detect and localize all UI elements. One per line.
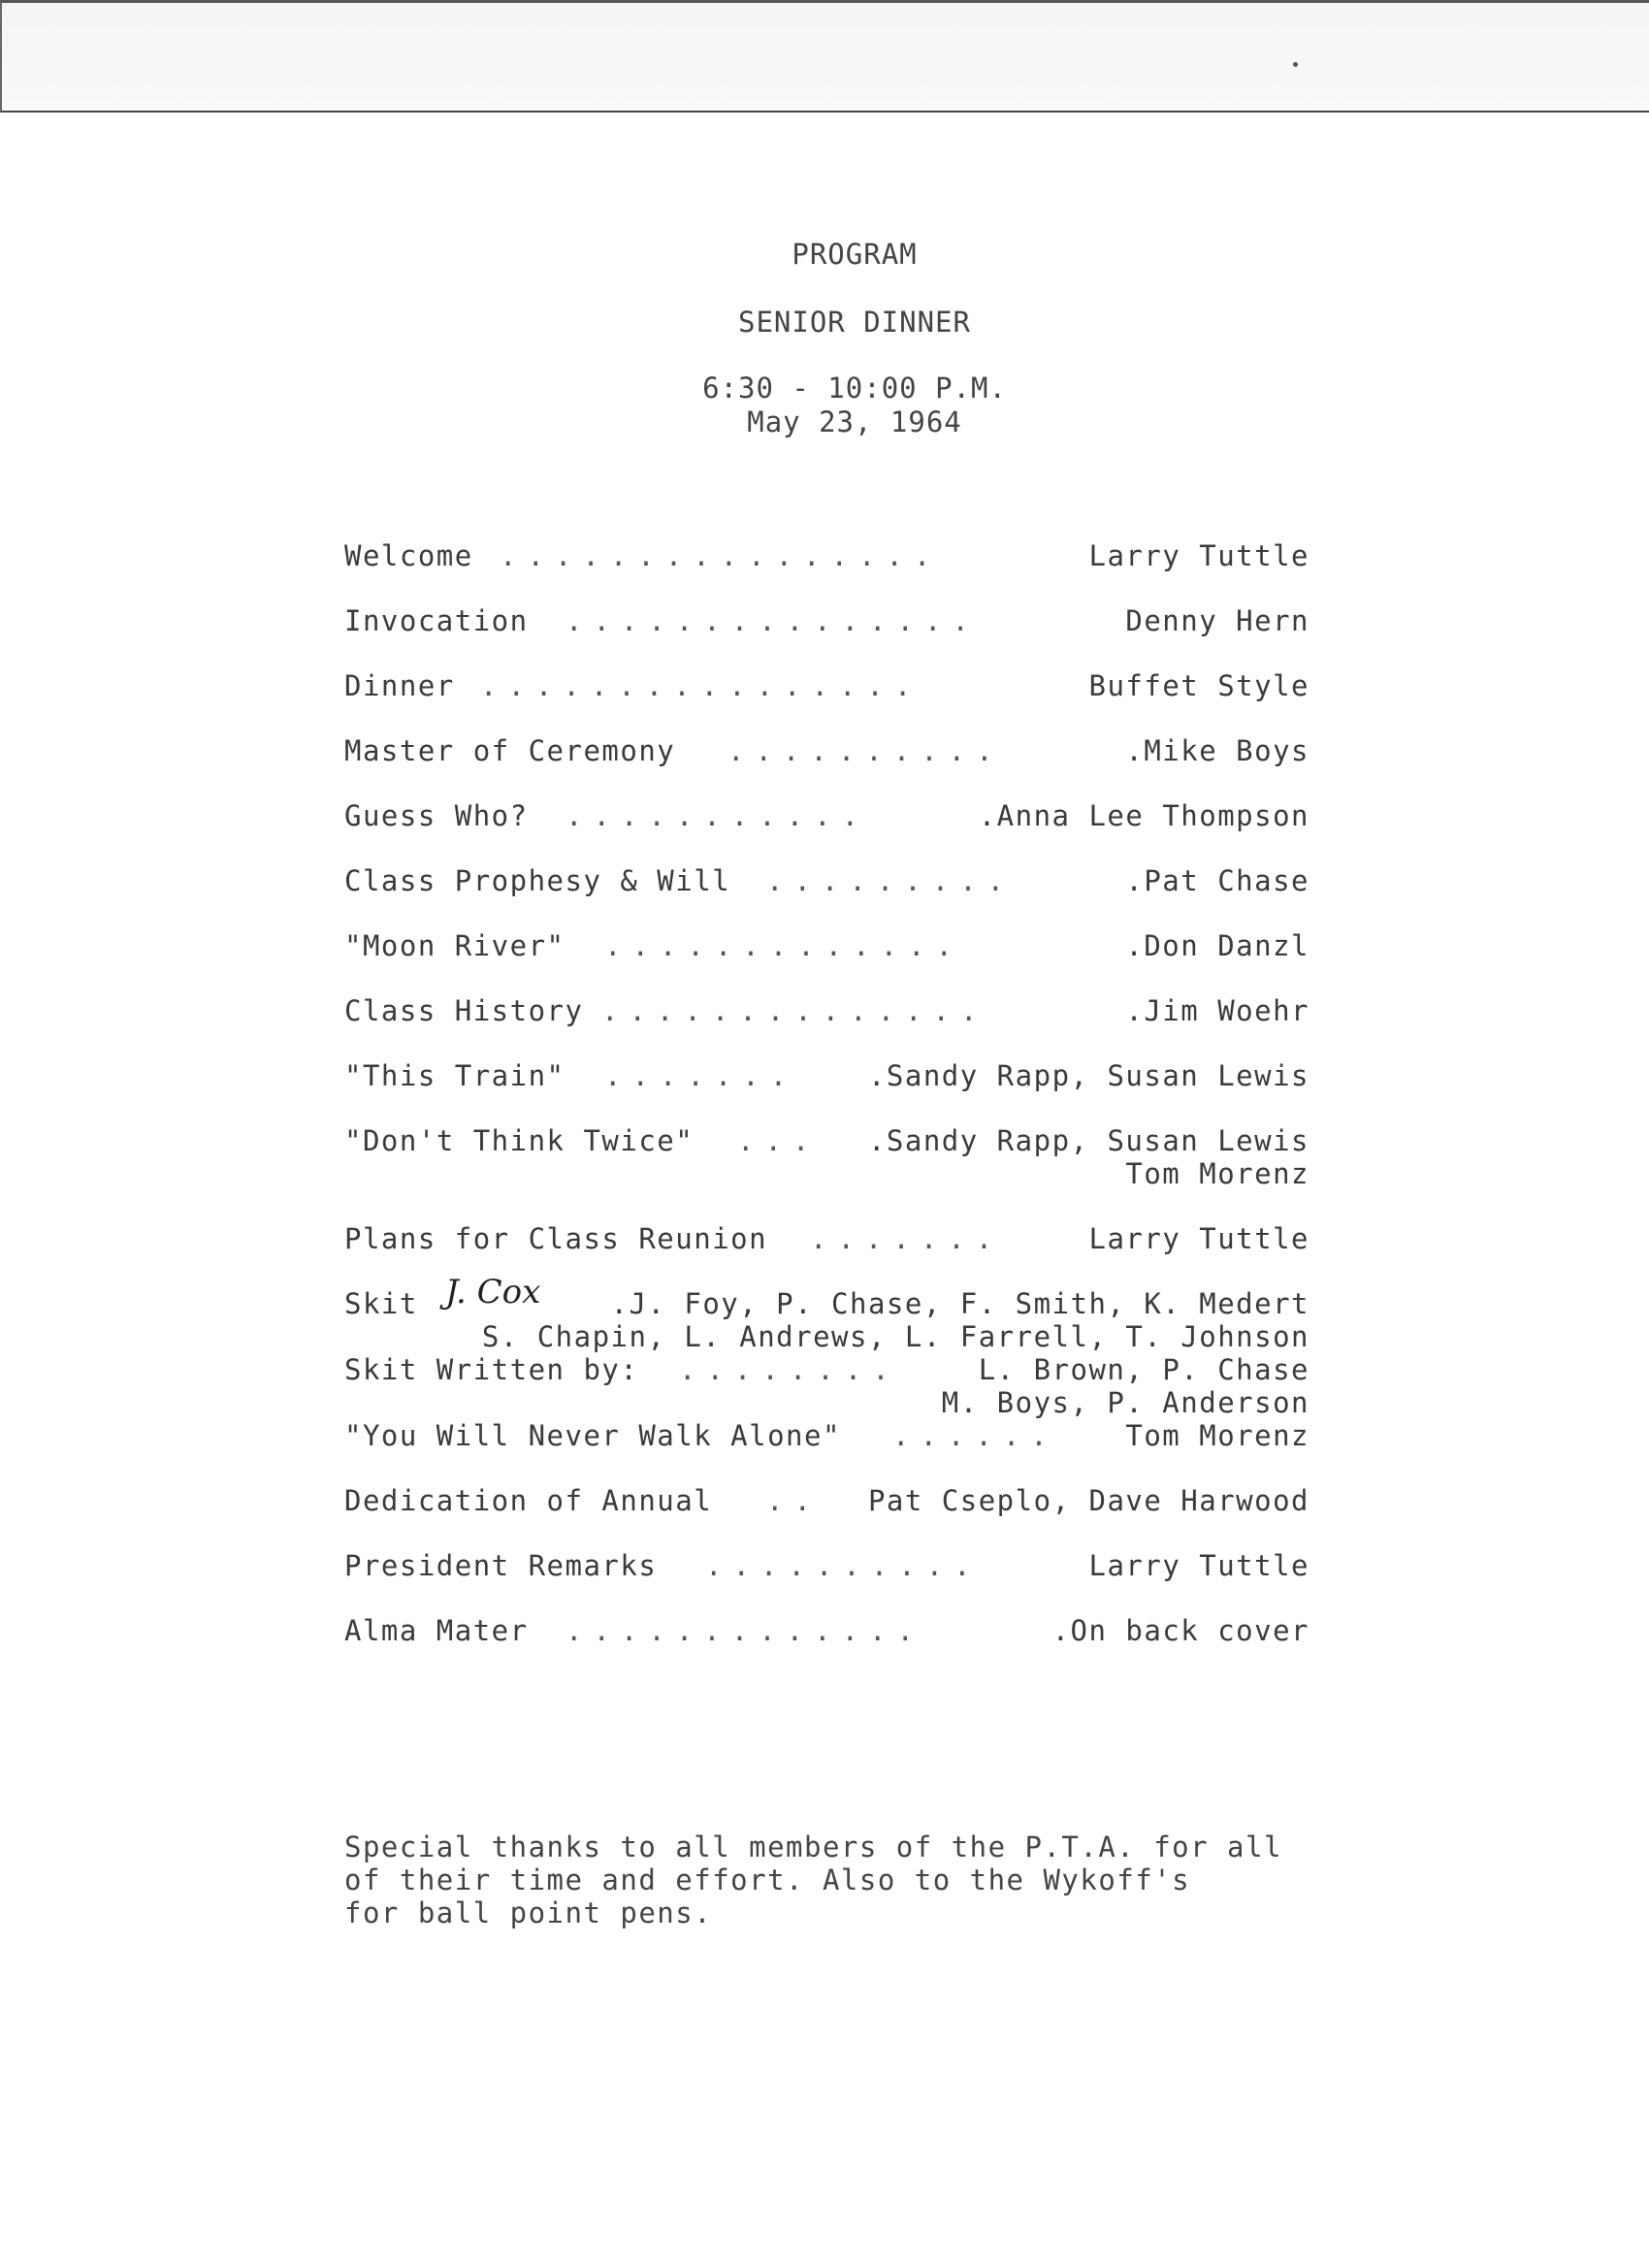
event-name: SENIOR DINNER: [738, 306, 971, 339]
program-row: [344, 604, 1310, 637]
dot-leader: ..........: [728, 734, 1004, 767]
program-title: PROGRAM: [792, 238, 918, 271]
dot-leader: ...: [737, 1124, 821, 1157]
program-row: [344, 1124, 1310, 1157]
dot-leader: ..............: [601, 994, 988, 1027]
handwritten-name: J. Cox: [445, 1273, 541, 1312]
dot-leader: .......: [810, 1222, 1004, 1255]
dot-leader: ................: [500, 539, 942, 572]
program-item: Dedication of Annual: [344, 1484, 713, 1517]
dot-leader: ................: [480, 669, 922, 702]
program-performer: .Anna Lee Thompson: [978, 799, 1310, 832]
program-item: "This Train": [344, 1059, 566, 1092]
program-performer: L. Brown, P. Chase: [978, 1353, 1310, 1386]
program-row: [344, 1059, 1310, 1092]
program-row: [344, 669, 1310, 702]
dot-leader: ......: [892, 1419, 1058, 1452]
program-performer: Larry Tuttle: [1088, 539, 1310, 572]
dot-leader: ..........: [705, 1549, 982, 1582]
dot-leader: .............: [566, 1614, 924, 1647]
program-performer-continued: M. Boys, P. Anderson: [941, 1386, 1310, 1419]
program-performer: .On back cover: [1051, 1614, 1310, 1647]
dot-leader: .........: [766, 864, 1016, 897]
program-performer: .Pat Chase: [1125, 864, 1310, 897]
special-thanks-note: Special thanks to all members of the P.T.A. for all of their time and effort. Also to the Wykoff's for ball point pens.: [344, 1831, 1282, 1929]
program-performer: .Sandy Rapp, Susan Lewis: [867, 1059, 1310, 1092]
scan-speck: [1293, 62, 1298, 67]
program-item: Skit Written by:: [344, 1353, 639, 1386]
program-performer-continued: S. Chapin, L. Andrews, L. Farrell, T. Johnson: [481, 1320, 1310, 1353]
program-row: [344, 1549, 1310, 1582]
dot-leader: ...........: [566, 799, 870, 832]
program-row: [344, 929, 1310, 962]
program-performer: .Jim Woehr: [1125, 994, 1310, 1027]
program-performer: .Mike Boys: [1125, 734, 1310, 767]
program-item: Guess Who?: [344, 799, 529, 832]
program-performer: Denny Hern: [1125, 604, 1310, 637]
program-item: Welcome: [344, 539, 473, 572]
dot-leader: .......: [604, 1059, 798, 1092]
program-performer: Larry Tuttle: [1088, 1549, 1310, 1582]
program-row: [344, 1273, 1310, 1320]
program-performer: Pat Cseplo, Dave Harwood: [867, 1484, 1310, 1517]
program-item: Dinner: [344, 669, 455, 702]
program-row: [344, 799, 1310, 832]
program-row: [344, 1222, 1310, 1255]
program-performer: .J. Foy, P. Chase, F. Smith, K. Medert: [610, 1287, 1310, 1320]
event-date: May 23, 1964: [747, 405, 962, 438]
dot-leader: .............: [604, 929, 963, 962]
program-row: [344, 734, 1310, 767]
program-row: [344, 1614, 1310, 1647]
program-item: "Don't Think Twice": [344, 1124, 695, 1157]
program-row: [344, 864, 1310, 897]
dot-leader: ...............: [566, 604, 980, 637]
program-performer: Tom Morenz: [1125, 1419, 1310, 1452]
dot-leader: ........: [679, 1353, 900, 1386]
program-item: Class Prophesy & Will: [344, 864, 731, 897]
program-performer: .Sandy Rapp, Susan Lewis: [867, 1124, 1310, 1157]
program-performer: Buffet Style: [1088, 669, 1310, 702]
program-item: Master of Ceremony: [344, 734, 676, 767]
event-time: 6:30 - 10:00 P.M.: [702, 372, 1007, 405]
program-row: [344, 1484, 1310, 1517]
program-item: "Moon River": [344, 929, 566, 962]
program-performer: .Don Danzl: [1125, 929, 1310, 962]
program-item: Plans for Class Reunion: [344, 1222, 768, 1255]
scan-edge: [0, 0, 1649, 113]
program-item: President Remarks: [344, 1549, 658, 1582]
dot-leader: ..: [766, 1484, 822, 1517]
program-row: [344, 1419, 1310, 1452]
program-row: [344, 539, 1310, 572]
program-row: [344, 1353, 1310, 1386]
program-performer-continued: Tom Morenz: [1125, 1157, 1310, 1190]
program-row: [344, 994, 1310, 1027]
program-item: "You Will Never Walk Alone": [344, 1419, 841, 1452]
program-item: Invocation: [344, 604, 529, 637]
program-item: Class History: [344, 994, 584, 1027]
program-item: Skit: [344, 1287, 418, 1320]
program-performer: Larry Tuttle: [1088, 1222, 1310, 1255]
program-item: Alma Mater: [344, 1614, 529, 1647]
